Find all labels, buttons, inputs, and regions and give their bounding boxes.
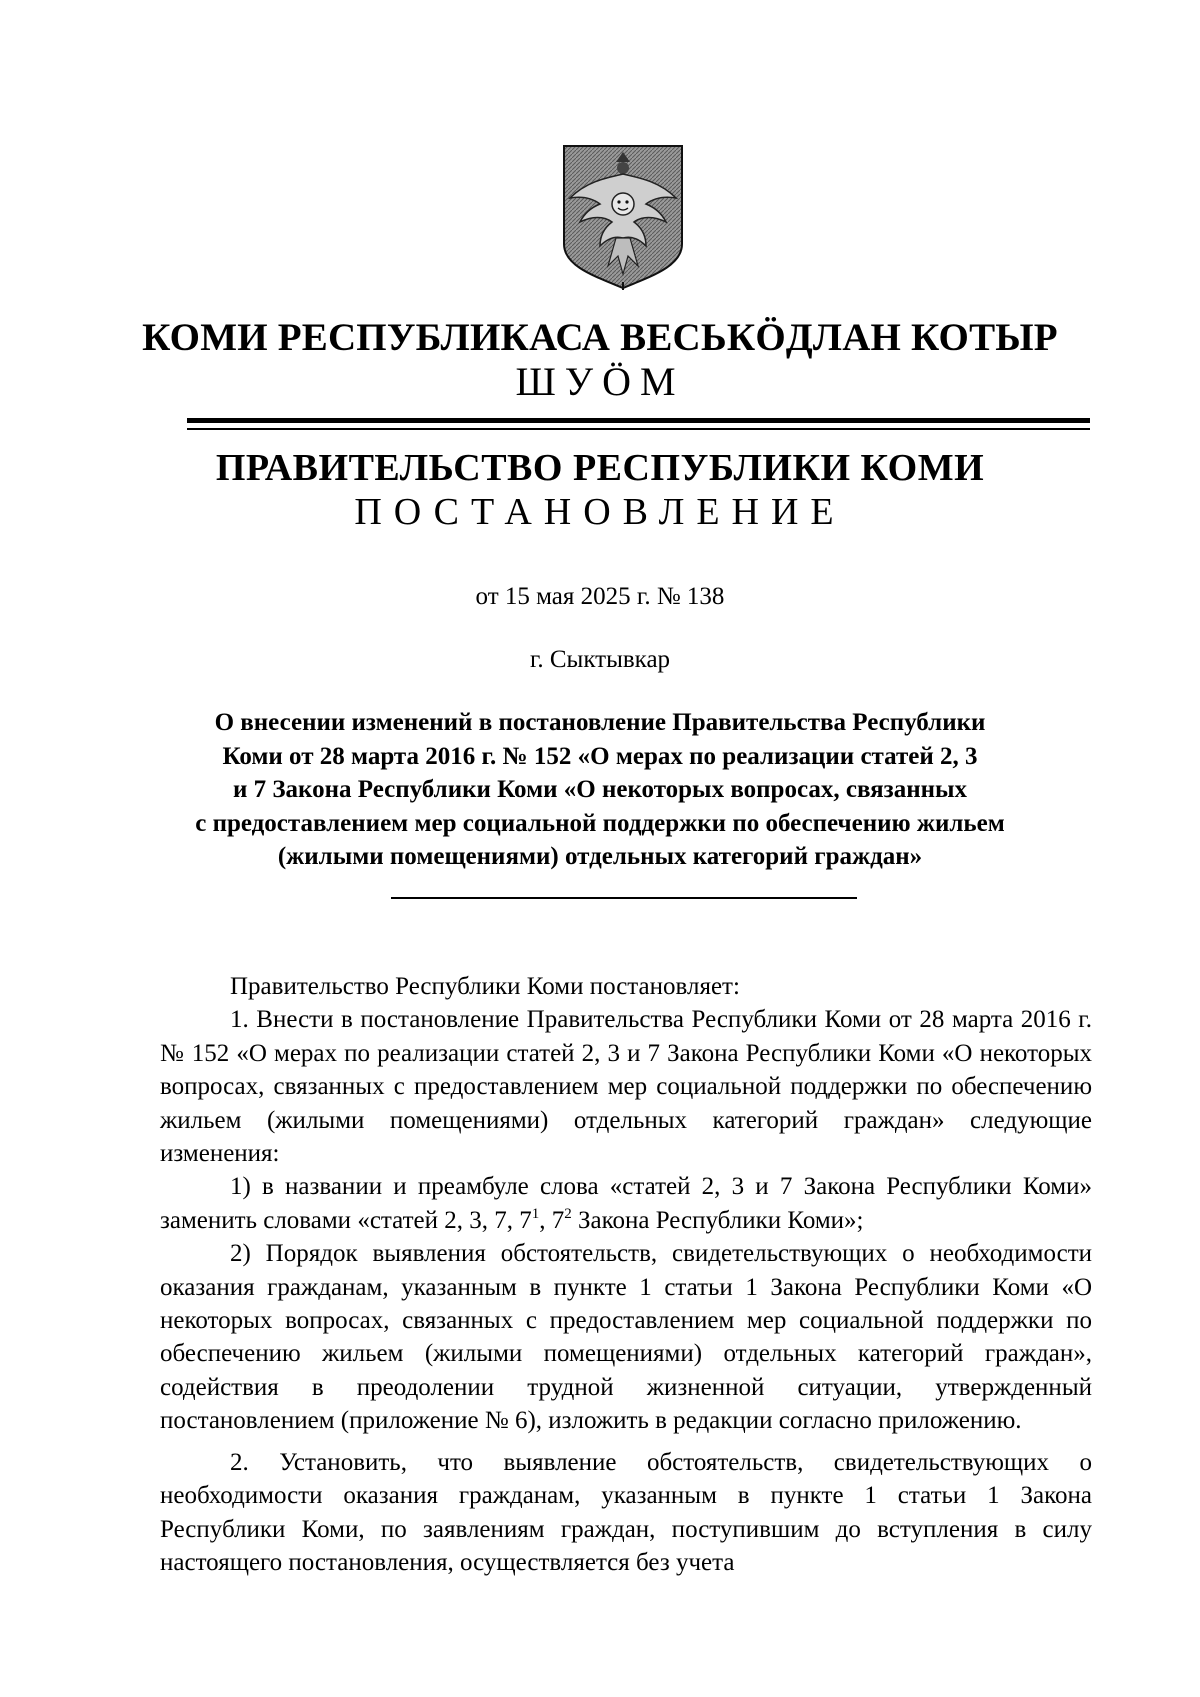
body-item-1-2: 2) Порядок выявления обстоятельств, свидетельствующих о необходимости оказания гражданам, указанным в пункте 1 статьи 1 Закона Республики Коми «О некоторых вопросах, связанных с предоставлением мер социальной поддержки по обеспечению жильем (жилыми помещениями) отдельных категорий граждан», содействия в преодолении трудной жизненной ситуации, утвержденный постановлением (приложение № 6), изложить в редакции согласно приложению. xyxy=(160,1240,1092,1435)
header-rule-thick xyxy=(187,418,1090,423)
body-text: , 7 xyxy=(539,1206,565,1234)
body-item-1: 1. Внести в постановление Правительства Республики Коми от 28 марта 2016 г. № 152 «О мерах по реализации статей 2, 3 и 7 Закона Республики Коми «О некоторых вопросах, связанных с предоставлением мер социальной поддержки по обеспечению жильем (жилыми помещениями) отдельных категорий граждан» следующие изменения: xyxy=(160,1006,1092,1168)
body-intro: Правительство Республики Коми постановляет: xyxy=(230,973,740,1000)
subject-underline xyxy=(391,897,857,899)
document-date-number: от 15 мая 2025 г. № 138 xyxy=(475,583,725,610)
government-title: ПРАВИТЕЛЬСТВО РЕСПУБЛИКИ КОМИ xyxy=(215,447,985,489)
body-item-2: 2. Установить, что выявление обстоятельств, свидетельствующих о необходимости оказания гражданам, указанным в пункте 1 статьи 1 Закона Республики Коми, по заявлениям граждан, поступившим до вступления в силу настоящего постановления, осуществляется без учета xyxy=(160,1448,1092,1576)
body-item-1-1 xyxy=(160,1170,1092,1237)
header-rule-thin xyxy=(187,428,1090,430)
subject-line: (жилыми помещениями) отдельных категорий граждан» xyxy=(277,843,923,871)
komi-org-title: КОМИ РЕСПУБЛИКАСА ВЕСЬКӦДЛАН КОТЫР xyxy=(142,316,1058,359)
document-body xyxy=(160,970,1092,1579)
superscript: 1 xyxy=(531,1205,540,1222)
document-subject xyxy=(0,706,1200,874)
komi-doc-type: ШУӦМ xyxy=(515,359,685,404)
subject-line: О внесении изменений в постановление Правительства Республики xyxy=(214,709,986,736)
superscript: 2 xyxy=(564,1205,572,1222)
document-city: г. Сыктывкар xyxy=(529,646,671,673)
body-text: Закона Республики Коми»; xyxy=(571,1206,864,1234)
subject-line: с предоставлением мер социальной поддержки по обеспечению жильем xyxy=(195,809,1005,837)
subject-line: и 7 Закона Республики Коми «О некоторых вопросах, связанных xyxy=(232,776,968,804)
komi-coat-of-arms xyxy=(560,142,686,290)
document-type: ПОСТАНОВЛЕНИЕ xyxy=(354,491,846,533)
body-text: 1) в названии и преамбуле слова «статей 2, 3 и 7 Закона Республики Коми» заменить словами «статей 2, 3, 7, 7 xyxy=(160,1173,1092,1234)
subject-line: Коми от 28 марта 2016 г. № 152 «О мерах по реализации статей 2, 3 xyxy=(222,742,978,770)
